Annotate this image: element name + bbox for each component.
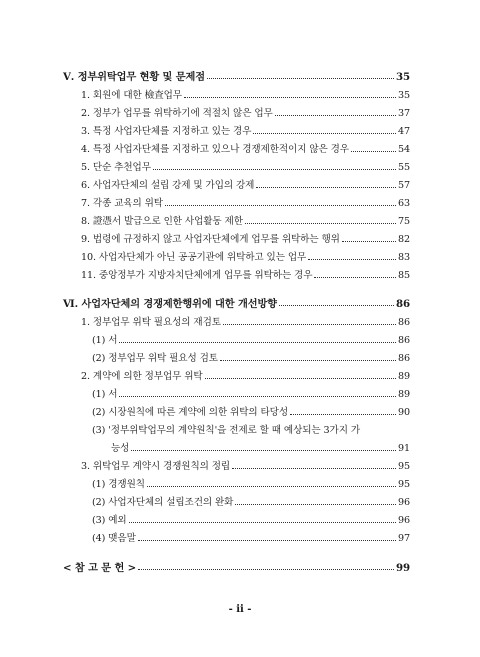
dot-leader: [138, 569, 394, 570]
toc-entry-page: 97: [397, 533, 410, 544]
toc-entry-title: 9. 법령에 규정하지 않고 사업자단체에게 업무를 위탁하는 행위: [81, 234, 340, 245]
dot-leader: [131, 450, 396, 451]
toc-entry-title: (1) 경쟁원칙: [92, 479, 145, 490]
dot-leader: [153, 169, 396, 170]
dot-leader: [147, 486, 396, 487]
toc-entry-page: 95: [397, 479, 410, 490]
toc-entry-title: 2. 정부가 업무를 위탁하기에 적절치 않은 업무: [81, 108, 273, 119]
dot-leader: [207, 78, 394, 79]
toc-entry-section-6[interactable]: [63, 295, 410, 310]
toc-entry[interactable]: [81, 458, 410, 472]
toc-entry[interactable]: [92, 350, 410, 364]
toc-entry[interactable]: [81, 123, 410, 137]
toc-entry-title: (1) 서: [92, 335, 118, 346]
toc-entry-title: 2. 계약에 의한 정부업무 위탁: [81, 371, 203, 382]
toc-entry-title: 7. 각종 교육의 위탁: [81, 198, 163, 209]
toc-entry-page: 57: [397, 180, 410, 191]
toc-entry-page: 83: [397, 252, 410, 263]
dot-leader: [184, 97, 396, 98]
dot-leader: [232, 468, 396, 469]
toc-entry-page: 47: [397, 126, 410, 137]
toc-entry[interactable]: [81, 195, 410, 209]
toc-entry-page: 86: [397, 353, 410, 364]
page-number: - ii -: [228, 604, 252, 615]
toc-entry-title: 1. 정부업무 위탁 필요성의 재검토: [81, 317, 221, 328]
toc-entry-page: 91: [397, 443, 410, 454]
dot-leader: [256, 187, 396, 188]
toc-entry[interactable]: [81, 87, 410, 101]
toc-entry-title: < 참 고 문 헌 >: [63, 562, 137, 574]
dot-leader: [119, 396, 396, 397]
dot-leader: [279, 305, 394, 306]
dot-leader: [223, 324, 396, 325]
toc-entry-title: 4. 특정 사업자단체를 지정하고 있으나 경쟁제한적이지 않은 경우: [81, 144, 349, 155]
dot-leader: [220, 360, 396, 361]
toc-entry-title: 3. 특정 사업자단체를 지정하고 있는 경우: [81, 126, 252, 137]
toc-entry-continuation[interactable]: [111, 440, 410, 454]
toc-entry[interactable]: [81, 177, 410, 191]
toc-entry-title: (2) 정부업무 위탁 필요성 검토: [92, 353, 218, 364]
toc-entry-page: 54: [397, 144, 410, 155]
toc-entry-page: 96: [397, 515, 410, 526]
toc-entry-page: 35: [396, 71, 410, 83]
toc-entry-title: 6. 사업자단체의 설립 강제 및 가입의 강제: [81, 180, 255, 191]
toc-entry-title: (3) '정부위탁업무의 계약원칙'을 전제로 할 때 예상되는 3가지 가: [92, 425, 360, 436]
toc-entry[interactable]: [81, 249, 410, 263]
toc-entry-title: (2) 시장원칙에 따른 계약에 의한 위탁의 타당성: [92, 407, 289, 418]
dot-leader: [290, 414, 396, 415]
toc-entry-page: 99: [396, 562, 410, 574]
toc-entry-title: 5. 단순 추천업무: [81, 162, 151, 173]
dot-leader: [235, 504, 396, 505]
toc-entry-page: 35: [397, 90, 410, 101]
toc-entry[interactable]: [92, 386, 410, 400]
toc-entry-title: (1) 서: [92, 389, 118, 400]
dot-leader: [253, 133, 396, 134]
toc-entry[interactable]: [81, 141, 410, 155]
toc-entry-page: 86: [397, 317, 410, 328]
toc-entry-section-5[interactable]: [63, 68, 410, 83]
toc-entry[interactable]: [81, 213, 410, 227]
toc-entry-title: 1. 회원에 대한 檢査업무: [81, 90, 182, 101]
toc-entry[interactable]: [92, 530, 410, 544]
dot-leader: [245, 223, 396, 224]
dot-leader: [129, 522, 396, 523]
dot-leader: [138, 540, 396, 541]
dot-leader: [275, 115, 396, 116]
toc-entry-page: 96: [397, 497, 410, 508]
toc-entry[interactable]: [92, 476, 410, 490]
toc-entry-title: Ⅴ. 정부위탁업무 현황 및 문제점: [63, 71, 205, 83]
toc-entry[interactable]: [92, 422, 410, 436]
toc-entry[interactable]: [81, 267, 410, 281]
toc-entry[interactable]: [92, 332, 410, 346]
toc-entry-page: 75: [397, 216, 410, 227]
toc-entry-title: (2) 사업자단체의 설립조건의 완화: [92, 497, 234, 508]
toc-entry-page: 37: [397, 108, 410, 119]
toc-entry-page: 86: [397, 335, 410, 346]
toc-entry-page: 82: [397, 234, 410, 245]
dot-leader: [119, 342, 396, 343]
toc-entry-page: 63: [397, 198, 410, 209]
toc-entry[interactable]: [92, 512, 410, 526]
toc-entry-title: Ⅵ. 사업자단체의 경쟁제한행위에 대한 개선방향: [63, 298, 277, 310]
toc-entry-page: 85: [397, 270, 410, 281]
toc-entry-page: 86: [396, 298, 410, 310]
toc-entry-title: 능성: [111, 443, 130, 454]
toc-entry-title: 8. 證憑서 발급으로 인한 사업활동 제한: [81, 216, 243, 227]
toc-entry[interactable]: [92, 494, 410, 508]
toc-entry-page: 55: [397, 162, 410, 173]
dot-leader: [342, 241, 396, 242]
toc-entry[interactable]: [81, 231, 410, 245]
dot-leader: [308, 259, 396, 260]
dot-leader: [351, 151, 396, 152]
toc-entry-title: (4) 맺음말: [92, 533, 136, 544]
toc-entry[interactable]: [81, 105, 410, 119]
toc-entry-title: 10. 사업자단체가 아닌 공공기관에 위탁하고 있는 업무: [81, 252, 307, 263]
toc-entry-title: (3) 예외: [92, 515, 127, 526]
toc-entry-page: 90: [397, 407, 410, 418]
toc-entry[interactable]: [81, 159, 410, 173]
toc-entry[interactable]: [81, 314, 410, 328]
dot-leader: [314, 277, 396, 278]
toc-entry-title: 11. 중앙정부가 지방자치단체에게 업무를 위탁하는 경우: [81, 270, 313, 281]
toc-entry-page: 95: [397, 461, 410, 472]
toc-entry-references[interactable]: [63, 559, 410, 574]
toc-entry-title: 3. 위탁업무 계약시 경쟁원칙의 정립: [81, 461, 231, 472]
toc-entry[interactable]: [92, 404, 410, 418]
dot-leader: [165, 205, 396, 206]
dot-leader: [205, 378, 396, 379]
toc-entry[interactable]: [81, 368, 410, 382]
toc-entry-page: 89: [397, 371, 410, 382]
toc-entry-page: 89: [397, 389, 410, 400]
